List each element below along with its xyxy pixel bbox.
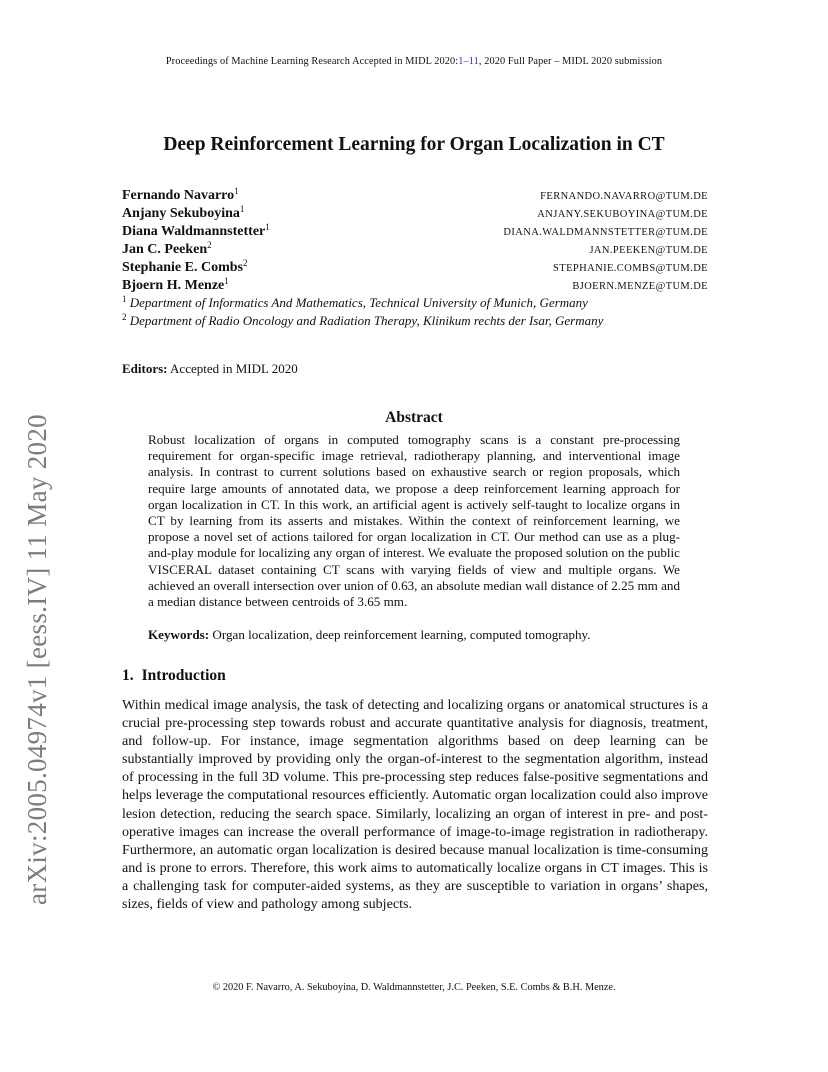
author-email[interactable]: ANJANY.SEKUBOYINA@TUM.DE — [537, 209, 708, 220]
arxiv-stamp-text: arXiv:2005.04974v1 [eess.IV] 11 May 2020 — [22, 414, 52, 906]
author-name: Diana Waldmannstetter$^1$ — [122, 222, 270, 239]
affiliation: $^1$ Department of Informatics And Mathematics, Technical University of Munich, Germany — [122, 294, 588, 310]
introduction-body: Within medical image analysis, the task of detecting and localizing organs or anatomical structures is a crucial pre-processing step towards robust and accurate quantitative analysis for diagnosis, treatment, and follow-up. For instance, image segmentation algorithms based on deep learning can be substantially improved by providing only the organ-of-interest to the segmentation algorithm, instead of processing in the full 3D volume. This pre-processing step reduces false-positive segmentations and helps leverage the computational resources efficiently. Automatic organ localization could also improve lesion detection, reducing the search space. Similarly, localizing an organ of interest in pre- and post-operative images can increase the overall performance of image-to-image registration in radiotherapy. Furthermore, an automatic organ localization is desired because manual localization is time-consuming and is prone to errors. Therefore, this work aims to automatically localize organs in CT images. This is a challenging task for computer-aided systems, as they are susceptible to variation in organs’ shapes, sizes, fields of view and pathology among subjects. — [122, 697, 708, 913]
author-email[interactable]: FERNANDO.NAVARRO@TUM.DE — [540, 191, 708, 202]
author-email[interactable]: JAN.PEEKEN@TUM.DE — [589, 245, 708, 256]
keywords-label: Keywords: — [148, 627, 210, 642]
paper-title: Deep Reinforcement Learning for Organ Localization in CT — [163, 134, 665, 155]
section-title: Introduction — [141, 667, 226, 684]
author-email[interactable]: DIANA.WALDMANNSTETTER@TUM.DE — [503, 227, 708, 238]
author-name: Jan C. Peeken$^2$ — [122, 240, 212, 257]
running-header — [0, 56, 828, 67]
abstract-body: Robust localization of organs in computed tomography scans is a constant pre-processing requirement for organ-specific image retrieval, radiotherapy planning, and interventional image analysis. In contrast to current solutions based on exhaustive search or region proposals, which require large amounts of annotated data, we propose a deep reinforcement learning approach for organ localization in CT. In this work, an artificial agent is actively self-taught to localize organs in CT by learning from its asserts and mistakes. Within the context of reinforcement learning, we propose a novel set of actions tailored for organ localization in CT. Our method can use as a plug-and-play module for localizing any organ of interest. We evaluate the proposed solution on the public VISCERAL dataset containing CT scans with varying fields of view and multiple organs. We achieved an overall intersection over union of 0.63, an absolute median wall distance of 2.25 mm and a median distance between centroids of 3.65 mm. — [148, 432, 680, 610]
section-heading-introduction — [122, 667, 226, 685]
section-number: 1. — [122, 667, 134, 684]
author-name: Stephanie E. Combs$^2$ — [122, 258, 248, 275]
keywords-line — [148, 627, 680, 643]
header-suffix: , 2020 Full Paper – MIDL 2020 submission — [478, 56, 663, 67]
author-email[interactable]: STEPHANIE.COMBS@TUM.DE — [553, 263, 708, 274]
editors-value: Accepted in MIDL 2020 — [170, 361, 298, 376]
affiliation: $^2$ Department of Radio Oncology and Radiation Therapy, Klinikum rechts der Isar, Germany — [122, 312, 604, 328]
header-prefix: Proceedings of Machine Learning Research Accepted in MIDL 2020: — [165, 56, 459, 67]
copyright-footer: © 2020 F. Navarro, A. Sekuboyina, D. Waldmannstetter, J.C. Peeken, S.E. Combs & B.H. Menze. — [212, 982, 616, 993]
author-name: Fernando Navarro$^1$ — [122, 186, 239, 203]
author-name: Bjoern H. Menze$^1$ — [122, 276, 229, 293]
page-range-link[interactable]: 1–11 — [458, 56, 479, 67]
abstract-heading: Abstract — [385, 409, 443, 426]
author-email[interactable]: BJOERN.MENZE@TUM.DE — [572, 281, 708, 292]
author-row — [122, 182, 708, 203]
editors-label: Editors: — [122, 361, 168, 376]
author-name: Anjany Sekuboyina$^1$ — [122, 204, 245, 221]
keywords-value: Organ localization, deep reinforcement learning, computed tomography. — [212, 627, 591, 642]
editors-line — [122, 361, 298, 377]
author-block — [122, 182, 708, 326]
